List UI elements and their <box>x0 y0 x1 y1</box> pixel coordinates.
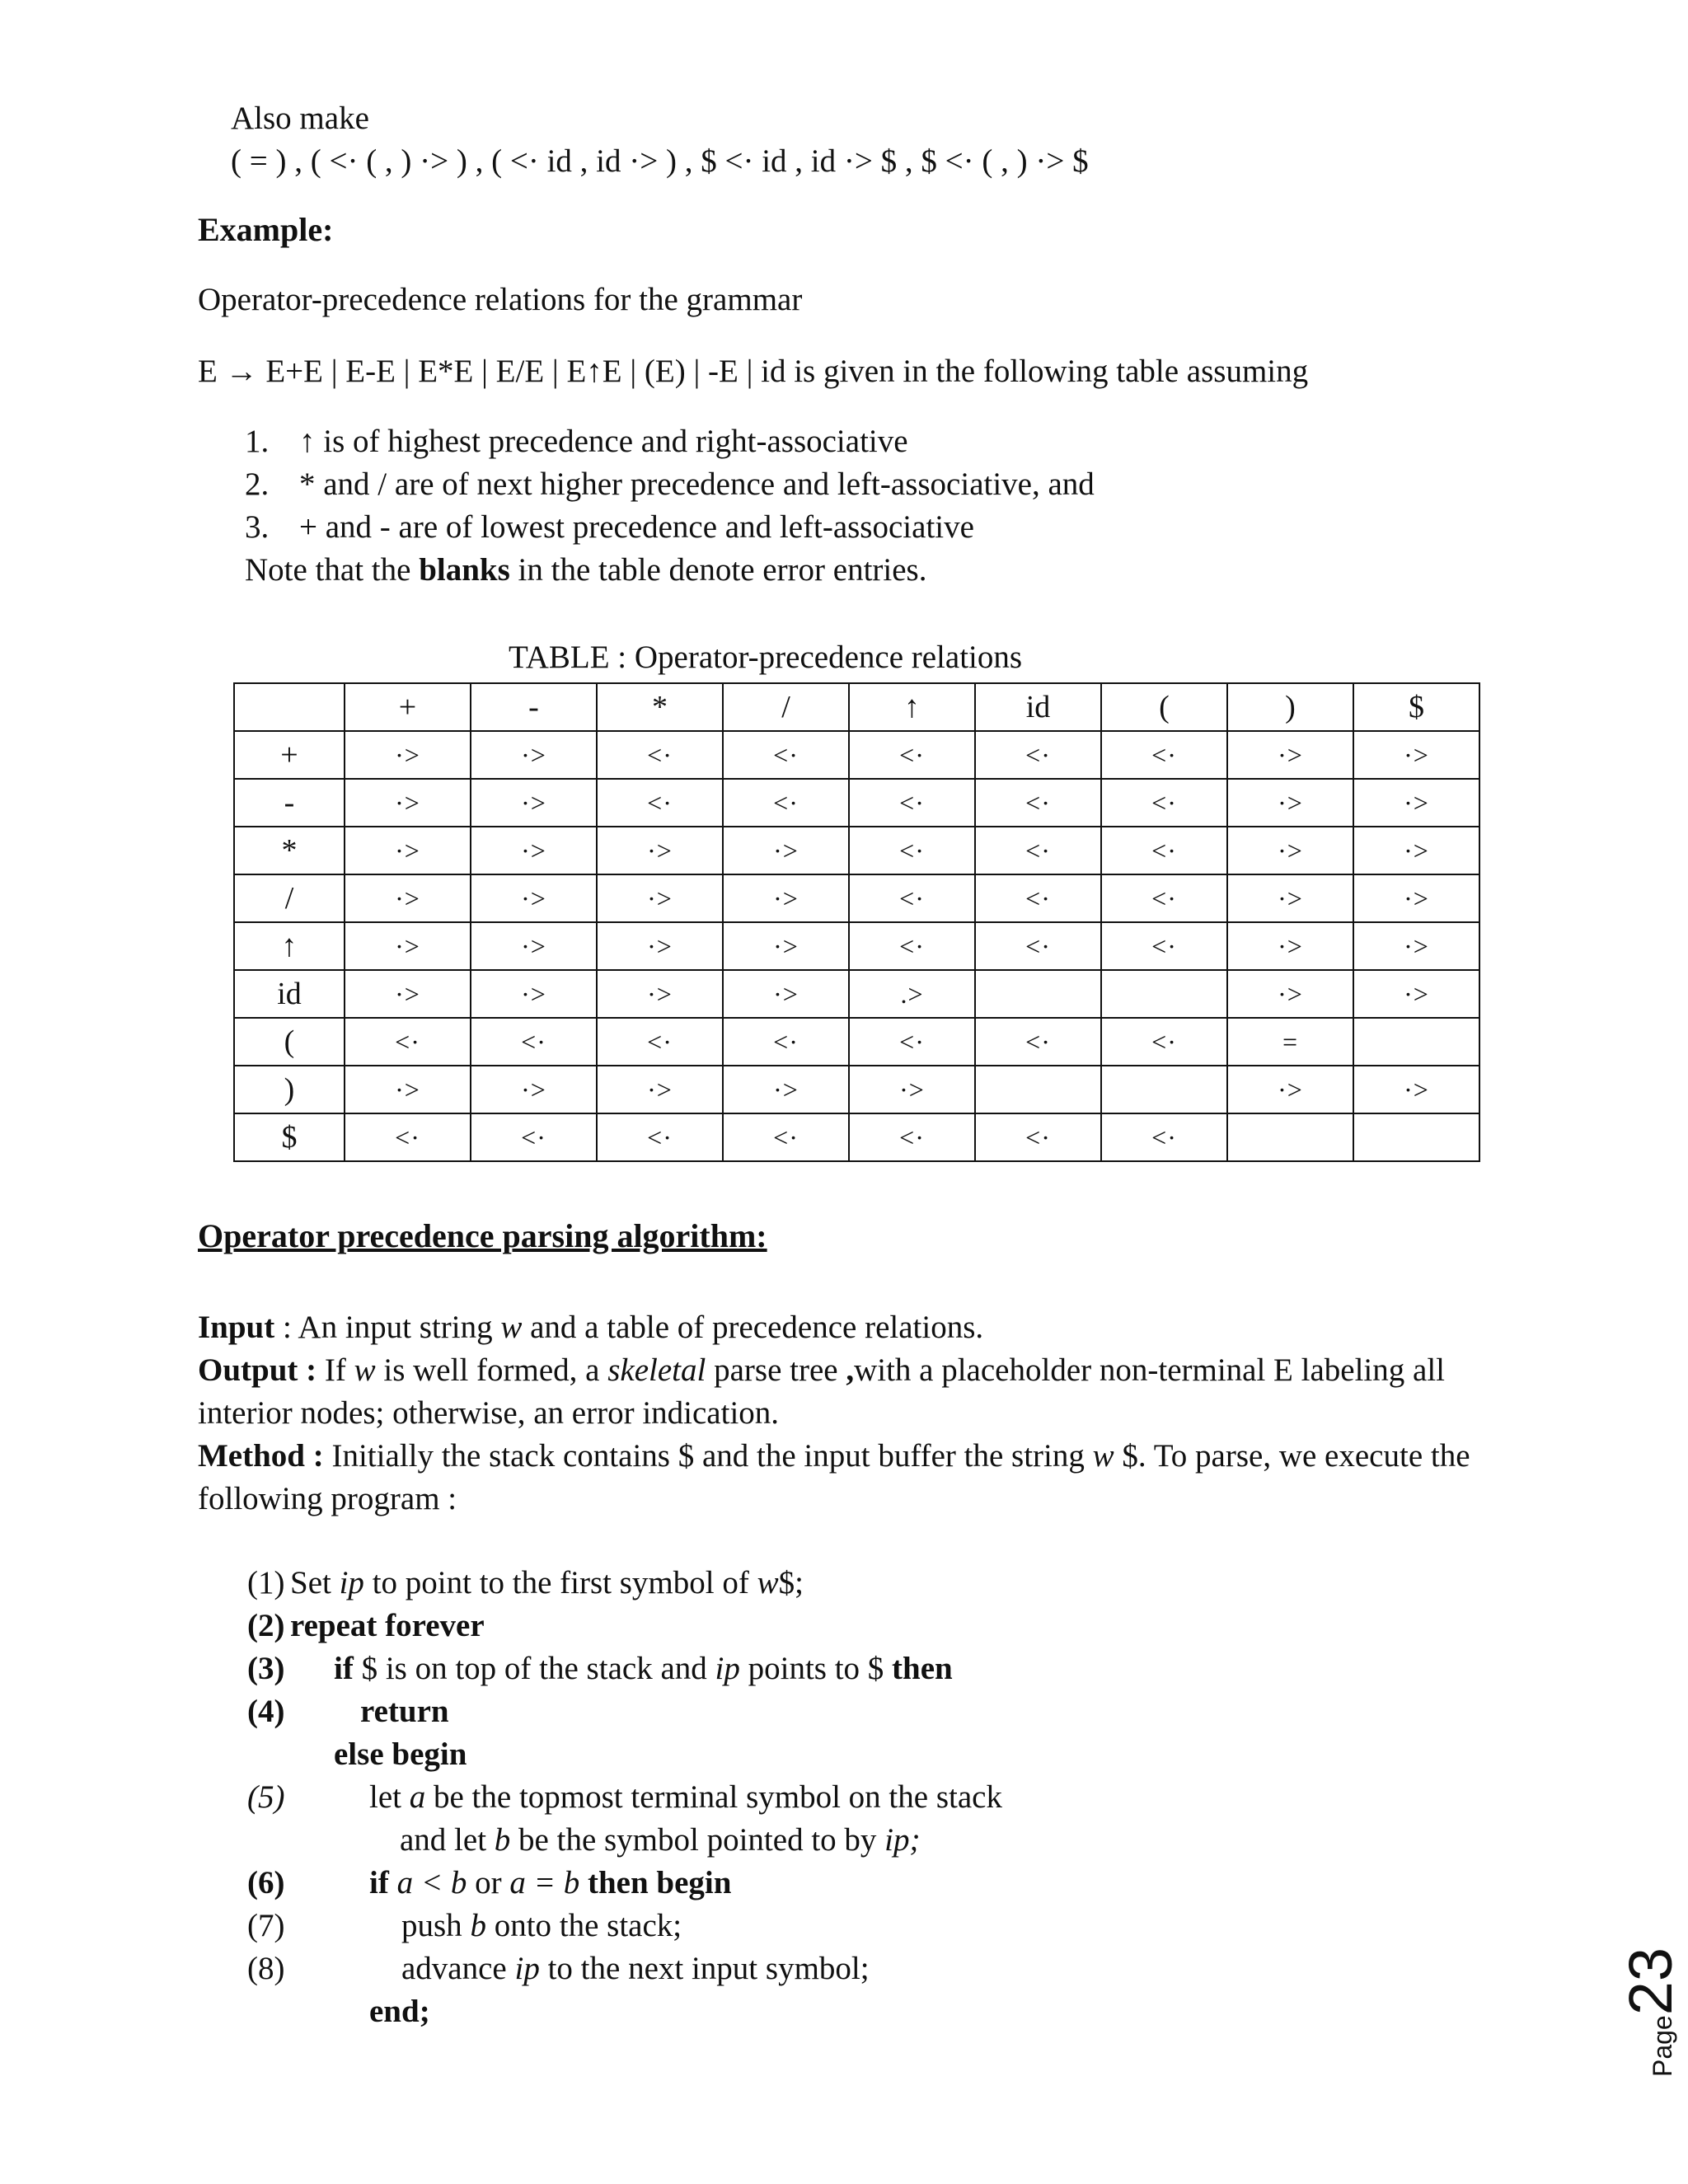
table-row <box>234 779 1479 827</box>
relation-cell: ·> <box>1227 922 1353 970</box>
code-keyword: if <box>369 1865 389 1900</box>
code-var: a <box>409 1779 426 1815</box>
output-text-3: parse tree <box>706 1352 846 1388</box>
row-header: $ <box>234 1113 345 1161</box>
assumption-text: ↑ is of highest precedence and right-associative <box>299 424 908 459</box>
relation-cell: ·> <box>471 874 597 922</box>
relation-cell: <· <box>345 1113 471 1161</box>
output-text-4: with a placeholder non-terminal E labeling all interior nodes; otherwise, an error indication. <box>198 1352 1445 1431</box>
relation-cell <box>975 970 1101 1018</box>
code-text: push <box>401 1908 471 1943</box>
row-header: ) <box>234 1066 345 1113</box>
code-expr: a < b <box>388 1865 467 1900</box>
row-header: - <box>234 779 345 827</box>
relation-cell: <· <box>849 1113 975 1161</box>
line-code <box>401 1905 682 1947</box>
relation-cell: <· <box>849 731 975 779</box>
line-number: (3) <box>247 1651 285 1686</box>
relation-cell: <· <box>849 827 975 874</box>
precedence-pairs-line: ( = ) , ( <· ( , ) ·> ) , ( <· id , id ·> ) , $ <· id , id ·> $ , $ <· ( , ) ·> $ <box>231 143 1089 179</box>
relation-cell <box>975 1066 1101 1113</box>
output-label: Output : <box>198 1352 317 1388</box>
code-text: to the next input symbol; <box>539 1951 870 1986</box>
code-keyword: return <box>360 1694 449 1729</box>
relation-cell: ·> <box>345 827 471 874</box>
note-bold-word: blanks <box>419 552 510 588</box>
column-header: $ <box>1353 683 1479 731</box>
table-row <box>234 922 1479 970</box>
also-make-text: Also make <box>231 101 369 136</box>
relation-cell <box>1353 1113 1479 1161</box>
code-var: ip; <box>884 1822 921 1858</box>
relation-cell: <· <box>597 731 723 779</box>
grammar-line: E → E+E | E-E | E*E | E/E | E↑E | (E) | -E | id is given in the following table assuming <box>198 354 1309 389</box>
assumption-item <box>245 420 1095 463</box>
algorithm-io-section <box>198 1306 1484 1521</box>
table-row <box>234 1113 1479 1161</box>
code-text: Set <box>290 1565 340 1601</box>
line-code <box>334 1647 953 1690</box>
relation-cell: ·> <box>597 874 723 922</box>
code-var: w <box>757 1565 779 1601</box>
relation-cell: ·> <box>849 1066 975 1113</box>
relation-cell: ·> <box>597 827 723 874</box>
example-heading: Example: <box>198 211 334 248</box>
relation-cell: <· <box>345 1018 471 1066</box>
line-code <box>400 1819 921 1862</box>
relation-cell: <· <box>849 1018 975 1066</box>
relation-cell: <· <box>723 1113 849 1161</box>
assumption-item <box>245 463 1095 506</box>
relation-cell: ·> <box>1353 922 1479 970</box>
column-header: / <box>723 683 849 731</box>
code-var: ip <box>339 1565 364 1601</box>
relation-cell: <· <box>1101 1113 1227 1161</box>
output-w: w <box>354 1352 376 1388</box>
assumption-text: * and / are of next higher precedence and left-associative, and <box>299 466 1095 502</box>
code-text: $ is on top of the stack and <box>353 1651 715 1686</box>
code-keyword: else begin <box>334 1736 467 1772</box>
line-number: (7) <box>247 1908 285 1943</box>
relation-cell: ·> <box>345 1066 471 1113</box>
code-text: or <box>467 1865 510 1900</box>
table-row <box>234 874 1479 922</box>
line-code <box>369 1862 731 1905</box>
output-skeletal: skeletal <box>607 1352 706 1388</box>
row-header: / <box>234 874 345 922</box>
output-line <box>198 1349 1484 1435</box>
relation-cell: ·> <box>345 922 471 970</box>
precedence-table <box>233 682 1480 1162</box>
code-var: ip <box>715 1651 740 1686</box>
page-number: 23 <box>1616 1947 1685 2016</box>
grammar-intro: Operator-precedence relations for the grammar <box>198 282 803 317</box>
relation-cell: ·> <box>1227 1066 1353 1113</box>
relation-cell: <· <box>471 1113 597 1161</box>
relation-cell: <· <box>1101 922 1227 970</box>
line-number: (4) <box>247 1694 285 1729</box>
relation-cell: <· <box>975 874 1101 922</box>
relation-cell: <· <box>975 779 1101 827</box>
column-header: * <box>597 683 723 731</box>
relation-cell: ·> <box>1353 731 1479 779</box>
assumption-number: 2. <box>245 466 270 502</box>
line-number: (8) <box>247 1951 285 1986</box>
column-header: ( <box>1101 683 1227 731</box>
column-header: id <box>975 683 1101 731</box>
relation-cell: <· <box>723 731 849 779</box>
relation-cell: <· <box>1101 1018 1227 1066</box>
relation-cell: ·> <box>723 827 849 874</box>
table-row <box>234 731 1479 779</box>
relation-cell: ·> <box>723 970 849 1018</box>
code-text: be the symbol pointed to by <box>510 1822 885 1858</box>
method-w: w <box>1092 1438 1114 1474</box>
assumption-number: 3. <box>245 509 270 545</box>
column-header: + <box>345 683 471 731</box>
method-label: Method : <box>198 1438 324 1474</box>
method-text-end: $. To parse, we execute the following program : <box>198 1438 1470 1516</box>
line-number: (1) <box>247 1565 285 1601</box>
code-text: and let <box>400 1822 495 1858</box>
page-number-label <box>1615 1947 1686 2077</box>
column-header: - <box>471 683 597 731</box>
row-header: + <box>234 731 345 779</box>
note-text: Note that the <box>245 552 420 588</box>
relation-cell: ·> <box>345 874 471 922</box>
relation-cell: ·> <box>1227 731 1353 779</box>
relation-cell: ·> <box>345 970 471 1018</box>
output-text-2: is well formed, a <box>375 1352 608 1388</box>
table-row <box>234 1018 1479 1066</box>
code-var: ip <box>514 1951 540 1986</box>
line-code <box>290 1562 804 1605</box>
table-title: TABLE : Operator-precedence relations <box>509 640 1023 675</box>
code-text: be the topmost terminal symbol on the stack <box>425 1779 1002 1815</box>
input-text-end: and a table of precedence relations. <box>522 1310 984 1345</box>
relation-cell: ·> <box>1227 827 1353 874</box>
relation-cell: ·> <box>723 1066 849 1113</box>
code-keyword: then begin <box>579 1865 732 1900</box>
relation-cell: ·> <box>345 779 471 827</box>
code-keyword: end; <box>369 1994 430 2029</box>
relation-cell <box>1101 970 1227 1018</box>
relation-cell: <· <box>597 1113 723 1161</box>
relation-cell: <· <box>597 1018 723 1066</box>
assumption-text: + and - are of lowest precedence and left-associative <box>299 509 974 545</box>
code-keyword: if <box>334 1651 354 1686</box>
input-line <box>198 1306 1484 1349</box>
code-var: b <box>470 1908 486 1943</box>
relation-cell: ·> <box>345 731 471 779</box>
relation-cell: ·> <box>1353 970 1479 1018</box>
relation-cell <box>1101 1066 1227 1113</box>
table-row <box>234 827 1479 874</box>
relation-cell: <· <box>1101 779 1227 827</box>
relation-cell: ·> <box>597 970 723 1018</box>
code-text: advance <box>401 1951 515 1986</box>
input-text: : An input string <box>274 1310 501 1345</box>
assumption-number: 1. <box>245 424 270 459</box>
relation-cell: ·> <box>471 731 597 779</box>
relation-cell: <· <box>849 874 975 922</box>
note-text-end: in the table denote error entries. <box>509 552 927 588</box>
output-comma: , <box>846 1352 855 1388</box>
line-code <box>369 1776 1002 1819</box>
relation-cell: <· <box>723 1018 849 1066</box>
relation-cell: <· <box>1101 827 1227 874</box>
relation-cell: <· <box>975 922 1101 970</box>
code-keyword: then <box>892 1651 953 1686</box>
code-var: b <box>494 1822 511 1858</box>
line-number: (2) <box>247 1608 285 1643</box>
algorithm-heading: Operator precedence parsing algorithm: <box>198 1217 767 1254</box>
code-text: points to $ <box>739 1651 893 1686</box>
code-keyword: repeat forever <box>290 1608 485 1643</box>
line-number: (5) <box>247 1779 285 1815</box>
row-header: * <box>234 827 345 874</box>
relation-cell: <· <box>723 779 849 827</box>
blanks-note <box>245 549 927 592</box>
relation-cell: ·> <box>723 874 849 922</box>
input-label: Input <box>198 1310 275 1345</box>
page-word: Page <box>1648 2015 1677 2077</box>
table-header-row <box>234 683 1479 731</box>
relation-cell <box>1353 1018 1479 1066</box>
table-row <box>234 1066 1479 1113</box>
relation-cell: <· <box>471 1018 597 1066</box>
code-expr: a = b <box>509 1865 580 1900</box>
relation-cell: <· <box>975 827 1101 874</box>
output-text: If <box>316 1352 354 1388</box>
relation-cell: ·> <box>723 922 849 970</box>
relation-cell: ·> <box>1353 874 1479 922</box>
relation-cell: ·> <box>471 922 597 970</box>
relation-cell: .> <box>849 970 975 1018</box>
method-text: Initially the stack contains $ and the input buffer the string <box>323 1438 1093 1474</box>
assumption-list <box>245 420 1095 549</box>
input-w: w <box>500 1310 523 1345</box>
code-text: onto the stack; <box>485 1908 682 1943</box>
relation-cell: ·> <box>1227 779 1353 827</box>
code-text: $; <box>778 1565 804 1601</box>
relation-cell: ·> <box>597 922 723 970</box>
relation-cell: ·> <box>1227 874 1353 922</box>
row-header: id <box>234 970 345 1018</box>
relation-cell: <· <box>849 922 975 970</box>
method-line <box>198 1435 1484 1521</box>
row-header: ( <box>234 1018 345 1066</box>
relation-cell: ·> <box>1353 779 1479 827</box>
relation-cell <box>1227 1113 1353 1161</box>
relation-cell: <· <box>1101 874 1227 922</box>
relation-cell: ·> <box>1353 1066 1479 1113</box>
row-header: ↑ <box>234 922 345 970</box>
line-code <box>401 1947 870 1990</box>
table-corner-cell <box>234 683 345 731</box>
relation-cell: = <box>1227 1018 1353 1066</box>
relation-cell: ·> <box>471 779 597 827</box>
assumption-item <box>245 506 1095 549</box>
relation-cell: ·> <box>597 1066 723 1113</box>
column-header: ) <box>1227 683 1353 731</box>
relation-cell: ·> <box>1227 970 1353 1018</box>
relation-cell: <· <box>975 1113 1101 1161</box>
relation-cell: ·> <box>471 1066 597 1113</box>
relation-cell: ·> <box>471 970 597 1018</box>
column-header: ↑ <box>849 683 975 731</box>
relation-cell: <· <box>597 779 723 827</box>
relation-cell: <· <box>975 731 1101 779</box>
relation-cell: <· <box>975 1018 1101 1066</box>
table-row <box>234 970 1479 1018</box>
line-number: (6) <box>247 1865 285 1900</box>
relation-cell: ·> <box>471 827 597 874</box>
code-text: to point to the first symbol of <box>363 1565 757 1601</box>
relation-cell: <· <box>1101 731 1227 779</box>
code-text: let <box>369 1779 410 1815</box>
relation-cell: <· <box>849 779 975 827</box>
relation-cell: ·> <box>1353 827 1479 874</box>
